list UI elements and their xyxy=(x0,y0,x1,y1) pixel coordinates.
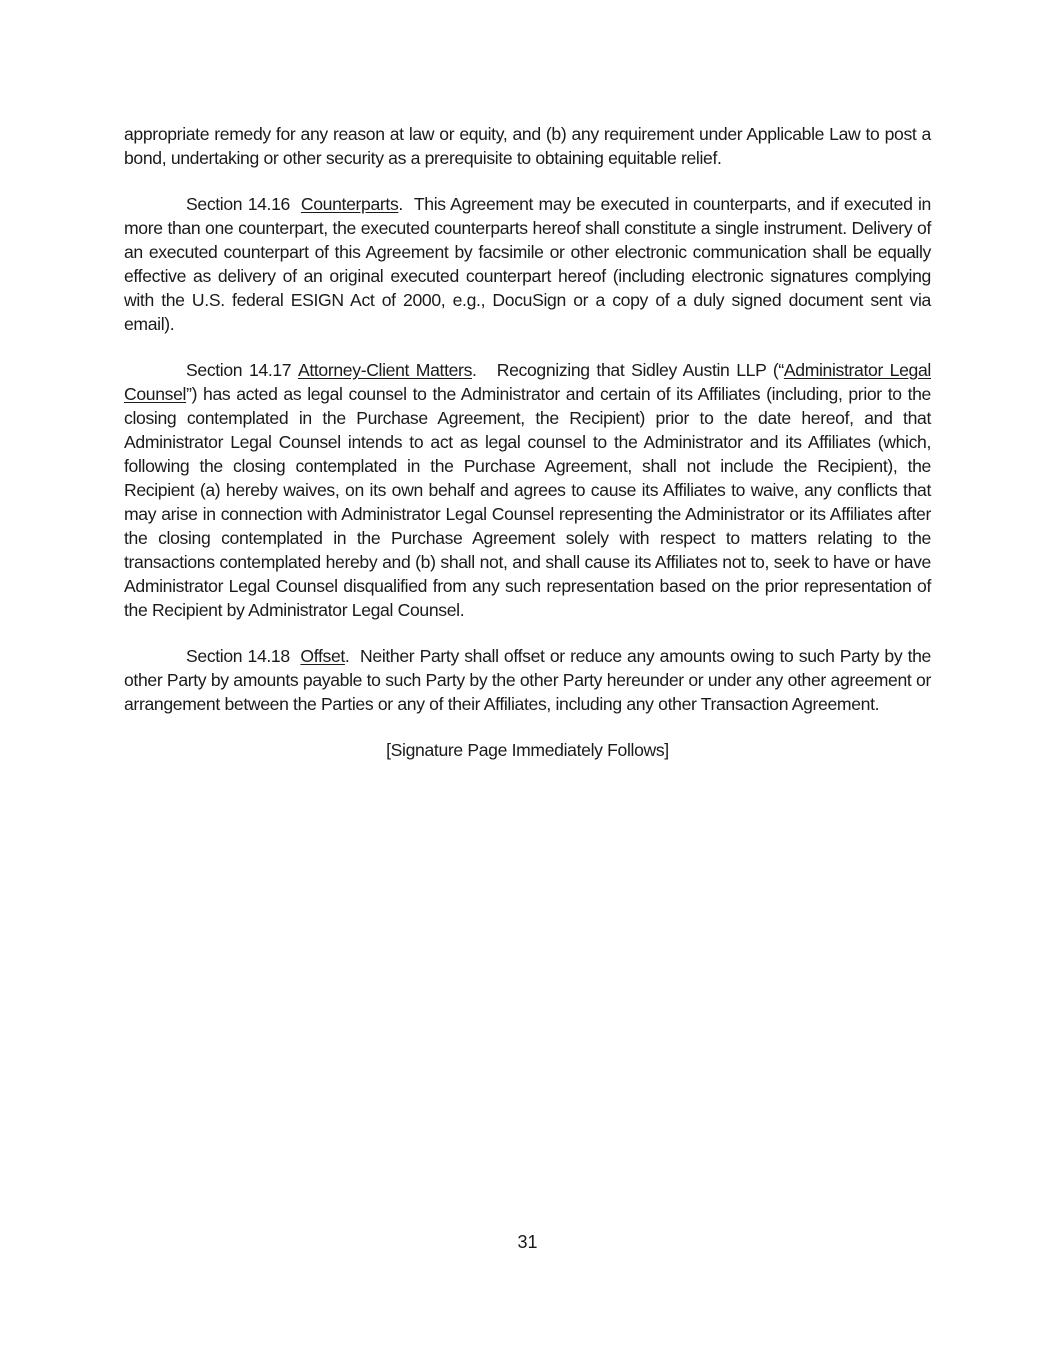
section-body: This Agreement may be executed in counterparts, and if executed in more than one counterpart, the executed counterparts hereof shall constitute a single instrument. Delivery of an executed counterpart of this Agreement by facsimile or other electronic communication shall be equally effective as delivery of an original executed counterpart hereof (including electronic signatures complying with the U.S. federal ESIGN Act of 2000, e.g., DocuSign or a copy of a duly signed document sent via email). xyxy=(124,194,931,334)
document-page xyxy=(124,122,931,784)
section-title: Offset xyxy=(300,646,345,666)
section-body-post: ”) has acted as legal counsel to the Administrator and certain of its Affiliates (including, prior to the closing contemplated in the Purchase Agreement, the Recipient) prior to the date hereof, and that Administrator Legal Counsel intends to act as legal counsel to the Administrator and its Affiliates (which, following the closing contemplated in the Purchase Agreement, shall not include the Recipient), the Recipient (a) hereby waives, on its own behalf and agrees to cause its Affiliates to waive, any conflicts that may arise in connection with Administrator Legal Counsel representing the Administrator or its Affiliates after the closing contemplated in the Purchase Agreement solely with respect to matters relating to the transactions contemplated hereby and (b) shall not, and shall cause its Affiliates not to, seek to have or have Administrator Legal Counsel disqualified from any such representation based on the prior representation of the Recipient by Administrator Legal Counsel. xyxy=(124,384,931,620)
section-title: Counterparts xyxy=(300,194,399,214)
section-title: Attorney-Client Matters xyxy=(297,360,473,380)
defined-term: Administrator Legal Counsel xyxy=(124,360,931,404)
section-14-16-paragraph: Section 14.16 Counterparts. This Agreement may be executed in counterparts, and if executed in more than one counterpart, the executed counterparts hereof shall constitute a single instrument. Delivery of an executed counterpart of this Agreement by facsimile or other electronic communication shall be equally effective as delivery of an original executed counterpart hereof (including electronic signatures complying with the U.S. federal ESIGN Act of 2000, e.g., DocuSign or a copy of a duly signed document sent via email). xyxy=(124,194,931,334)
section-body: Neither Party shall offset or reduce any amounts owing to such Party by the other Party by amounts payable to such Party by the other Party hereunder or under any other agreement or arrangement between the Parties or any of their Affiliates, including any other Transaction Agreement. xyxy=(124,646,931,714)
section-number: Section 14.16 xyxy=(186,194,290,214)
section-number: Section 14.18 xyxy=(186,646,290,666)
signature-page-note: [Signature Page Immediately Follows] xyxy=(386,740,669,760)
continuation-paragraph: appropriate remedy for any reason at law or equity, and (b) any requirement under Applicable Law to post a bond, undertaking or other security as a prerequisite to obtaining equitable relief. xyxy=(124,124,931,168)
section-body-pre: Recognizing that Sidley Austin LLP (“ xyxy=(496,360,784,380)
page-number: 31 xyxy=(517,1232,538,1252)
section-14-17-paragraph: Section 14.17 Attorney-Client Matters. Recognizing that Sidley Austin LLP (“Administrator Legal Counsel”) has acted as legal counsel to the Administrator and certain of its Affiliates (including, prior to the closing contemplated in the Purchase Agreement, the Recipient) prior to the date hereof, and that Administrator Legal Counsel intends to act as legal counsel to the Administrator and its Affiliates (which, following the closing contemplated in the Purchase Agreement, shall not include the Recipient), the Recipient (a) hereby waives, on its own behalf and agrees to cause its Affiliates to waive, any conflicts that may arise in connection with Administrator Legal Counsel representing the Administrator or its Affiliates after the closing contemplated in the Purchase Agreement solely with respect to matters relating to the transactions contemplated hereby and (b) shall not, and shall cause its Affiliates not to, seek to have or have Administrator Legal Counsel disqualified from any such representation based on the prior representation of the Recipient by Administrator Legal Counsel. xyxy=(124,360,931,620)
section-number: Section 14.17 xyxy=(186,360,292,380)
section-14-18-paragraph: Section 14.18 Offset. Neither Party shall offset or reduce any amounts owing to such Party by the other Party by amounts payable to such Party by the other Party hereunder or under any other agreement or arrangement between the Parties or any of their Affiliates, including any other Transaction Agreement. xyxy=(124,646,931,714)
